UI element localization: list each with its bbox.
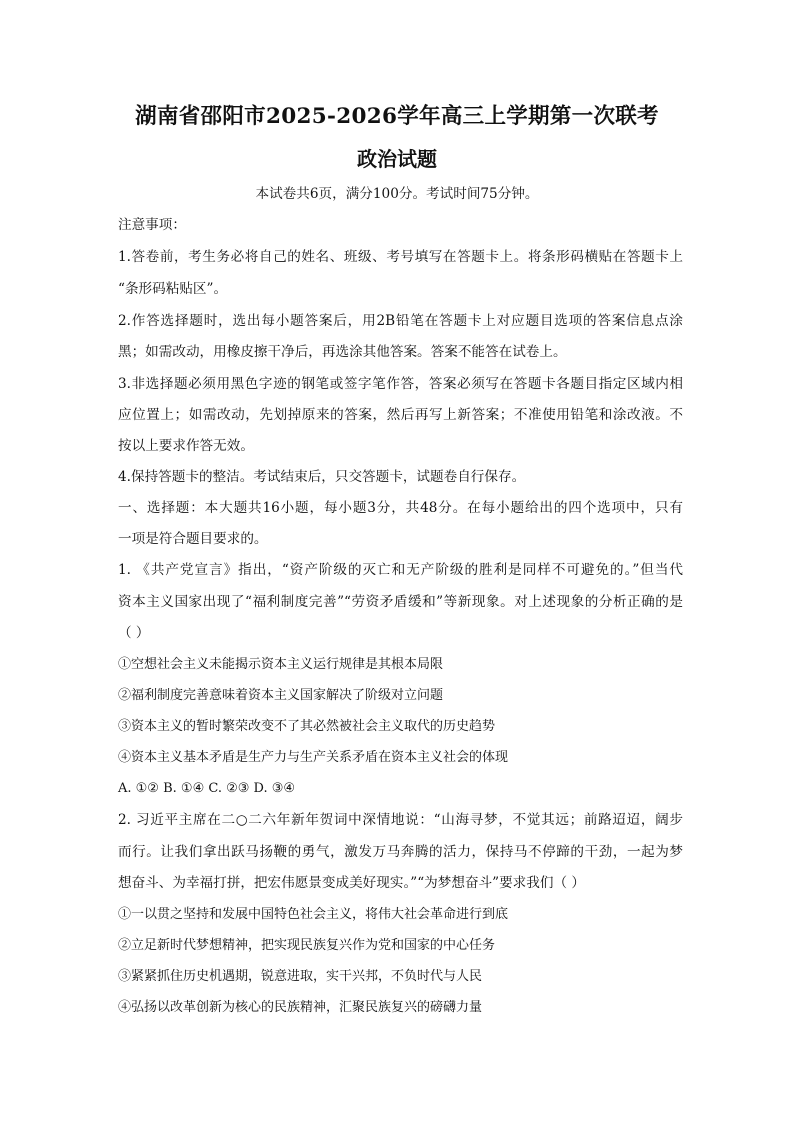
- q1-stem-line-3: （ ）: [118, 625, 150, 641]
- q1-option-4: ④资本主义基本矛盾是生产力与生产关系矛盾在资本主义社会的体现: [118, 750, 509, 765]
- section-heading-line-2: 一项是符合题目要求的。: [118, 531, 268, 547]
- q2-stem-line-2: 而行。让我们拿出跃马扬鞭的勇气，激发万马奔腾的活力，保持马不停蹄的干劲，一起为梦: [118, 844, 683, 860]
- q1-option-1: ①空想社会主义未能揭示资本主义运行规律是其根本局限: [118, 657, 444, 672]
- q1-option-3: ③资本主义的暂时繁荣改变不了其必然被社会主义取代的历史趋势: [118, 719, 496, 734]
- notice-heading: 注意事项：: [118, 217, 186, 233]
- q1-stem-line-1: 1. 《共产党宣言》指出，“资产阶级的灭亡和无产阶级的胜利是同样不可避免的。”但当代: [118, 562, 683, 578]
- notice-4-line-1: 4.保持答题卡的整洁。考试结束后，只交答题卡，试题卷自行保存。: [118, 469, 526, 485]
- notice-1-line-2: “条形码粘贴区”。: [118, 281, 228, 297]
- notice-3-line-1: 3.非选择题必须用黑色字迹的钢笔或签字笔作答，答案必须写在答题卡各题目指定区域内相: [118, 376, 683, 392]
- exam-subtitle: 政治试题: [357, 147, 437, 171]
- exam-title: 湖南省邵阳市2025-2026学年高三上学期第一次联考: [135, 104, 659, 129]
- q1-option-2: ②福利制度完善意味着资本主义国家解决了阶级对立问题: [118, 688, 444, 703]
- q2-option-4: ④弘扬以改革创新为核心的民族精神，汇聚民族复兴的磅礴力量: [118, 1000, 483, 1015]
- exam-info: 本试卷共6页，满分100分。考试时间75分钟。: [255, 186, 539, 202]
- notice-3-line-2: 应位置上；如需改动，先划掉原来的答案，然后再写上新答案；不准使用铅笔和涂改液。不: [118, 407, 683, 423]
- q2-option-3: ③紧紧抓住历史机遇期，锐意进取，实干兴邦，不负时代与人民: [118, 969, 483, 984]
- section-heading-line-1: 一、选择题：本大题共16小题，每小题3分，共48分。在每小题给出的四个选项中，只有: [118, 500, 683, 516]
- notice-1-line-1: 1.答卷前，考生务必将自己的姓名、班级、考号填写在答题卡上。将条形码横贴在答题卡上: [118, 249, 683, 265]
- notice-2-line-2: 黑；如需改动，用橡皮擦干净后，再选涂其他答案。答案不能答在试卷上。: [118, 344, 567, 360]
- q2-stem-line-3: 想奋斗、为幸福打拼，把宏伟愿景变成美好现实。”“为梦想奋斗”要求我们（ ）: [118, 875, 585, 891]
- q2-option-2: ②立足新时代梦想精神，把实现民族复兴作为党和国家的中心任务: [118, 938, 496, 953]
- q1-stem-line-2: 资本主义国家出现了“福利制度完善”“劳资矛盾缓和”等新现象。对上述现象的分析正确的是: [118, 594, 683, 610]
- q2-option-1: ①一以贯之坚持和发展中国特色社会主义，将伟大社会革命进行到底: [118, 907, 509, 922]
- q1-choices: A. ①② B. ①④ C. ②③ D. ③④: [118, 781, 296, 796]
- q2-stem-line-1: 2. 习近平主席在二○二六年新年贺词中深情地说：“山海寻梦，不觉其远；前路迢迢，阔步: [118, 812, 683, 828]
- notice-2-line-1: 2.作答选择题时，选出每小题答案后，用2B铅笔在答题卡上对应题目选项的答案信息点涂: [118, 313, 683, 329]
- notice-3-line-3: 按以上要求作答无效。: [118, 438, 254, 454]
